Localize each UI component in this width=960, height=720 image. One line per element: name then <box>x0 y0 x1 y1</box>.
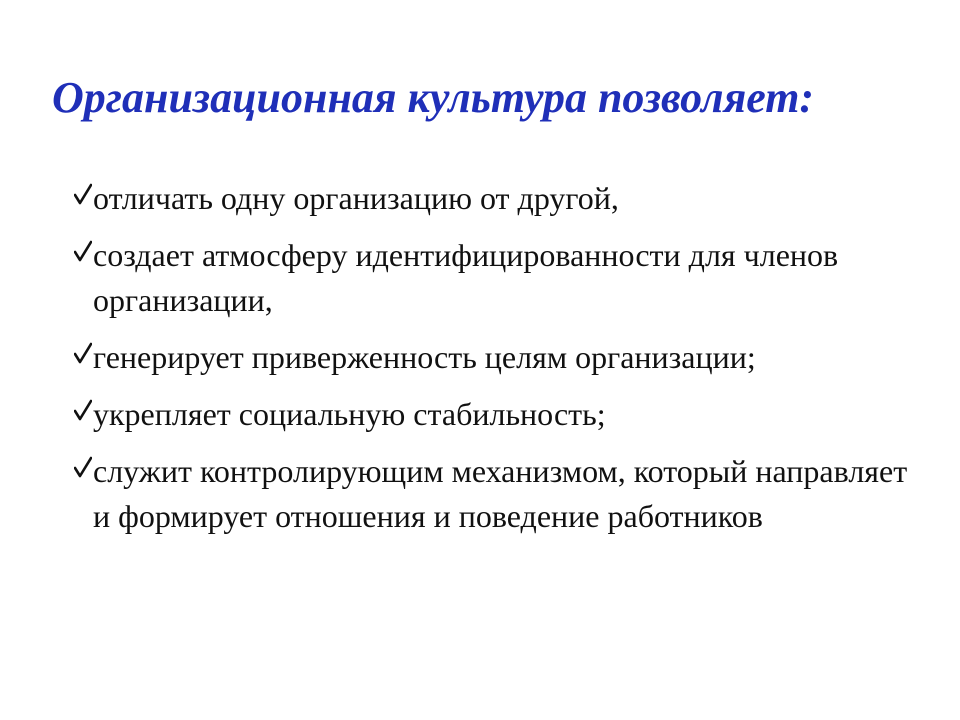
check-icon <box>74 240 92 262</box>
list-item-text: служит контролирующим механизмом, который направляет и формирует отношения и поведение работников <box>93 453 908 534</box>
list-item <box>74 335 924 380</box>
list-item-text: создает атмосферу идентифицированности для членов организации, <box>93 237 839 318</box>
bullet-list <box>74 176 924 551</box>
check-icon <box>74 399 92 421</box>
list-item-text: отличать одну организацию от другой, <box>93 180 619 216</box>
check-icon <box>74 183 92 205</box>
slide-title: Организационная культура позволяет: <box>52 73 815 122</box>
list-item-text: укрепляет социальную стабильность; <box>93 396 606 432</box>
check-icon <box>74 342 92 364</box>
list-item <box>74 392 924 437</box>
check-icon <box>74 456 92 478</box>
list-item <box>74 176 924 221</box>
list-item <box>74 449 924 539</box>
list-item <box>74 233 924 323</box>
list-item-text: генерирует приверженность целям организации; <box>93 339 756 375</box>
